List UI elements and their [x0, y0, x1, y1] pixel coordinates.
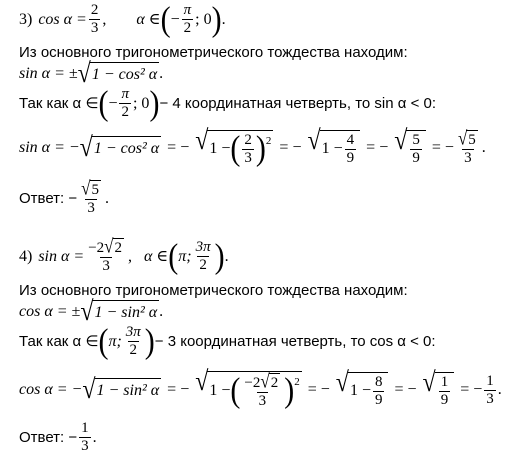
p3-cond-fraction: $\frac{2}{3}$: [90, 2, 99, 36]
p3-interval-lhs: α ∈: [136, 10, 161, 28]
p4-since: Так как α ∈ ( π; $\frac{3\pi}{2}$ ) − 3 координатная четверть, то cos α < 0:: [19, 321, 436, 360]
p4-condition: 4) sin α = −2 √ 2 3 , α ∈ ( π; $\frac{3\pi}{2}$ ) .: [19, 235, 229, 275]
radical: √ 1 − cos² α: [77, 59, 158, 89]
p4-intro: Из основного тригонометрического тождества находим:: [19, 282, 408, 299]
p3-interval-fraction: $\frac{\pi}{2}$: [183, 2, 192, 36]
p3-identity: sin α = ± √ 1 − cos² α .: [19, 59, 164, 89]
p4-identity: cos α = ± √ 1 − sin² α .: [19, 297, 164, 327]
p3-cond-lhs: cos α =: [38, 10, 87, 28]
p3-since: Так как α ∈ ( − $\frac{\pi}{2}$ ; 0 ) − 4 координатная четверть, то sin α < 0:: [19, 83, 437, 122]
p3-calculation: sin α = − √ 1 − cos² α = − √ 1 − ( $\frac{2}{3}$ ) $^2$ = − √ 1 − $\frac{4}{9}$ = − √ $\frac{5}{9}$ = − √ 5 3 .: [19, 125, 486, 168]
p3-number: 3): [19, 10, 33, 28]
p4-answer: Ответ: − $\frac{1}{3}$ .: [19, 420, 97, 454]
p3-intro: Из основного тригонометрического тождества находим:: [19, 44, 408, 61]
p3-answer: Ответ: − √ 5 3 .: [19, 177, 109, 216]
p4-calculation: cos α = − √ 1 − sin² α = − √ 1 − ( −2 √ 2 3 ) $^2$ = − √ 1 − $\frac{8}{9}$ = − √ $\frac{1}{9}$ = − $\frac{1}{3}$ .: [19, 366, 502, 410]
p3-condition: 3) cos α = $\frac{2}{3}$ , α ∈ ( − $\frac{\pi}{2}$ ; 0 ) .: [19, 0, 226, 38]
